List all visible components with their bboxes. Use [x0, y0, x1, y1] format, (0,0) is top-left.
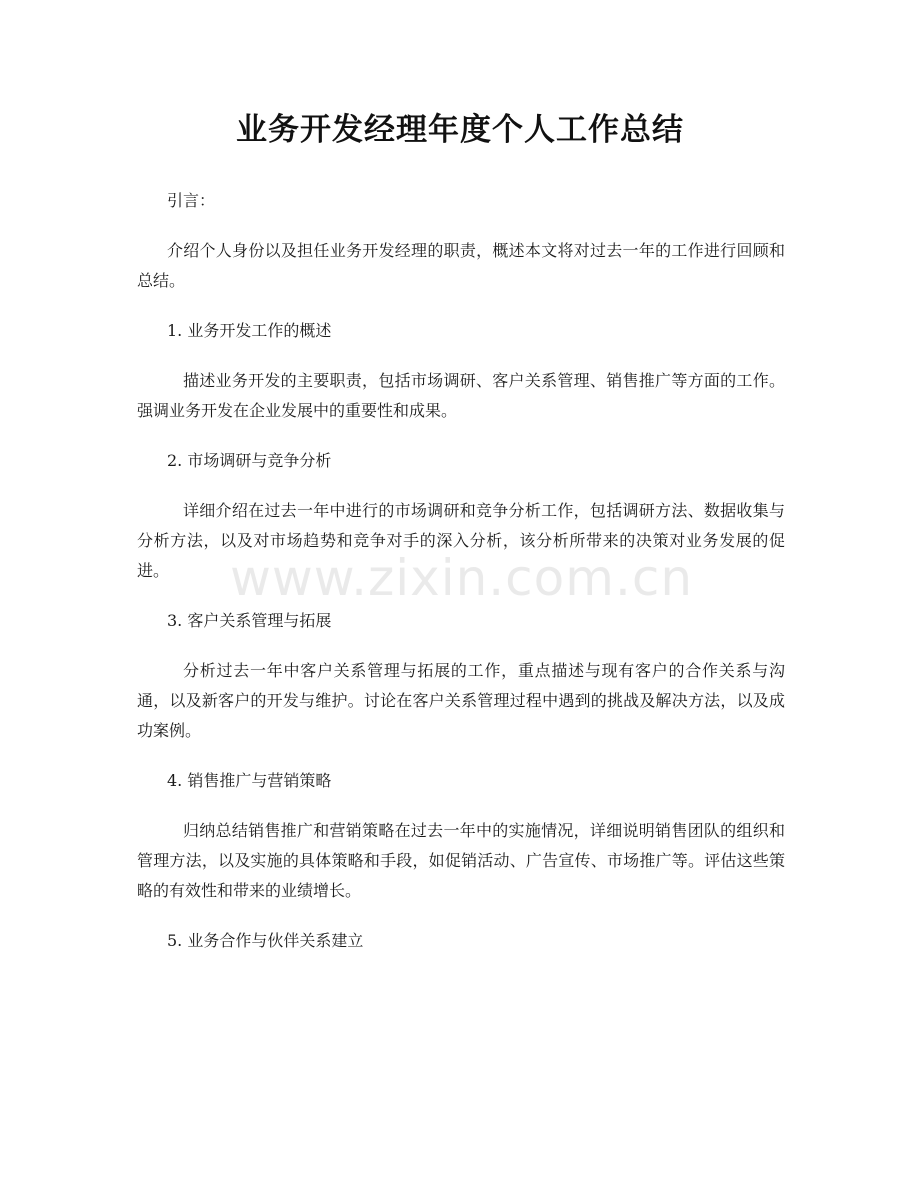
document-body	[137, 186, 785, 976]
intro-label: 引言：	[167, 191, 216, 210]
section-heading-4: 4. 销售推广与营销策略	[167, 771, 332, 790]
section-heading-2: 2. 市场调研与竞争分析	[167, 451, 332, 470]
document-title: 业务开发经理年度个人工作总结	[236, 112, 684, 148]
section-heading-5: 5. 业务合作与伙伴关系建立	[167, 931, 364, 950]
section-heading-1: 1. 业务开发工作的概述	[167, 321, 332, 340]
section-body-2: 详细介绍在过去一年中进行的市场调研和竞争分析工作，包括调研方法、数据收集与分析方法，以及对市场趋势和竞争对手的深入分析，该分析所带来的决策对业务发展的促进。	[137, 501, 785, 580]
section-body-3: 分析过去一年中客户关系管理与拓展的工作，重点描述与现有客户的合作关系与沟通，以及新客户的开发与维护。讨论在客户关系管理过程中遇到的挑战及解决方法，以及成功案例。	[137, 661, 785, 740]
section-body-1: 描述业务开发的主要职责，包括市场调研、客户关系管理、销售推广等方面的工作。强调业务开发在企业发展中的重要性和成果。	[137, 371, 785, 420]
section-heading-3: 3. 客户关系管理与拓展	[167, 611, 332, 630]
intro-paragraph: 介绍个人身份以及担任业务开发经理的职责，概述本文将对过去一年的工作进行回顾和总结。	[137, 241, 785, 290]
watermark: www.zixin.com.cn	[230, 549, 694, 607]
section-body-4: 归纳总结销售推广和营销策略在过去一年中的实施情况，详细说明销售团队的组织和管理方法，以及实施的具体策略和手段，如促销活动、广告宣传、市场推广等。评估这些策略的有效性和带来的业绩增长。	[137, 821, 785, 900]
